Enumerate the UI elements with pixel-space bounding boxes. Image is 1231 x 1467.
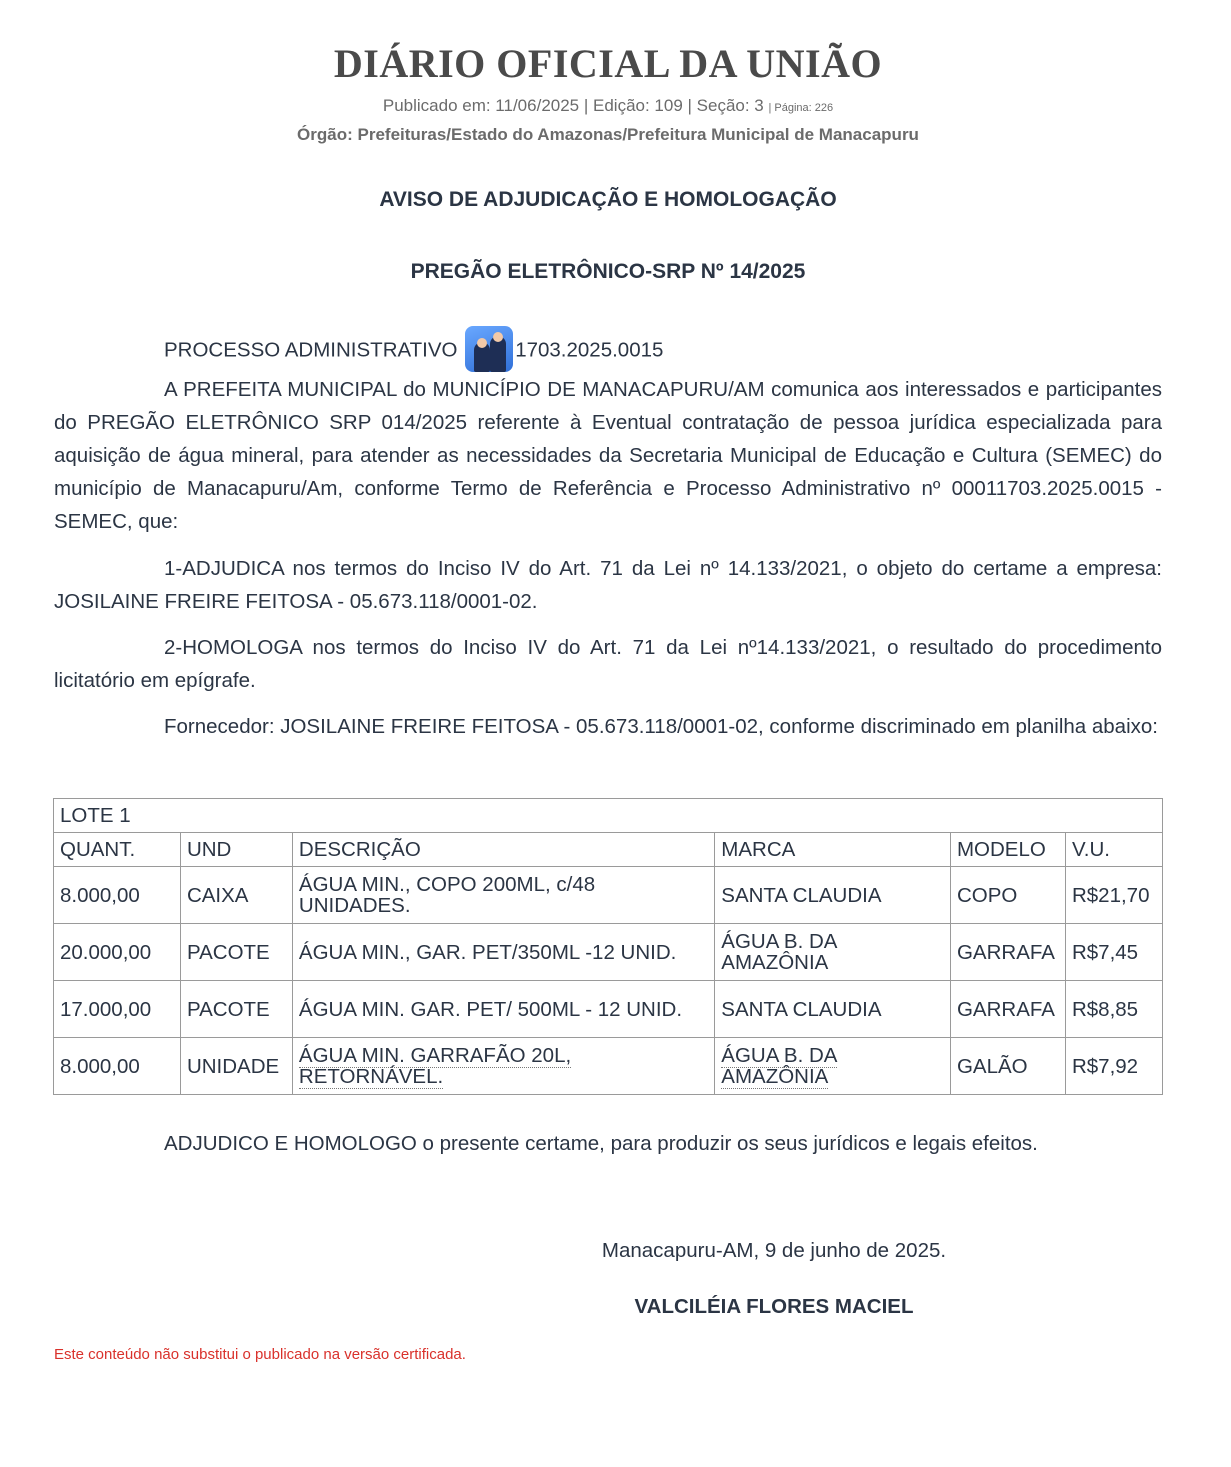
header-modelo: MODELO (950, 833, 1065, 867)
table-row (54, 867, 1163, 924)
table-row (54, 924, 1163, 981)
processo-line (54, 328, 1162, 374)
publication-details: Publicado em: 11/06/2025 | Edição: 109 | Seção: 3 (382, 96, 764, 115)
orgao-line: Órgão: Prefeituras/Estado do Amazonas/Prefeitura Municipal de Manacapuru (297, 125, 919, 144)
place-date: Manacapuru-AM, 9 de junho de 2025. (601, 1239, 947, 1262)
cell-marca: ÁGUA B. DA AMAZÔNIA (715, 924, 951, 981)
certification-disclaimer: Este conteúdo não substitui o publicado na versão certificada. (54, 1346, 466, 1363)
cell-und: UNIDADE (180, 1038, 292, 1095)
lote-label: LOTE 1 (54, 799, 1163, 833)
publication-info (0, 96, 1216, 116)
paragraph-homologa: 2-HOMOLOGA nos termos do Inciso IV do Art. 71 da Lei nº14.133/2021, o resultado do procedimento licitatório em epígrafe. (54, 636, 1162, 692)
cell-vu: R$7,92 (1065, 1038, 1162, 1095)
lote-row (54, 799, 1163, 833)
processo-prefix: PROCESSO ADMINISTRATIVO (164, 338, 458, 362)
cell-quant: 8.000,00 (54, 867, 181, 924)
cell-modelo: COPO (950, 867, 1065, 924)
cell-vu: R$7,45 (1065, 924, 1162, 981)
signer-name: VALCILÉIA FLORES MACIEL (634, 1295, 914, 1318)
cell-marca: SANTA CLAUDIA (715, 867, 951, 924)
cell-marca: SANTA CLAUDIA (715, 981, 951, 1038)
header-descricao: DESCRIÇÃO (292, 833, 714, 867)
paragraph-communication: A PREFEITA MUNICIPAL do MUNICÍPIO DE MANACAPURU/AM comunica aos interessados e participantes do PREGÃO ELETRÔNICO SRP 014/2025 referente à Eventual contratação de pessoa jurídica especializada para aquisição de água mineral, para atender as necessidades da Secretaria Municipal de Educação e Cultura (SEMEC) do município de Manacapuru/Am, conforme Termo de Referência e Processo Administrativo nº 00011703.2025.0015 -SEMEC, que: (54, 378, 1162, 533)
table-row (54, 1038, 1163, 1095)
header-vu: V.U. (1065, 833, 1162, 867)
header-und: UND (180, 833, 292, 867)
cell-marca (715, 1038, 951, 1095)
cell-descricao: ÁGUA MIN., GAR. PET/350ML -12 UNID. (292, 924, 714, 981)
cell-und: CAIXA (180, 867, 292, 924)
processo-number: 1703.2025.0015 (515, 338, 664, 362)
cell-quant: 20.000,00 (54, 924, 181, 981)
closing-paragraph: ADJUDICO E HOMOLOGO o presente certame, para produzir os seus jurídicos e legais efeitos. (164, 1132, 1038, 1155)
cell-modelo: GARRAFA (950, 924, 1065, 981)
publication-page: | Página: 226 (768, 102, 834, 114)
cell-und: PACOTE (180, 981, 292, 1038)
notice-title: AVISO DE ADJUDICAÇÃO E HOMOLOGAÇÃO (379, 188, 837, 211)
items-table (53, 798, 1163, 1095)
cell-quant: 8.000,00 (54, 1038, 181, 1095)
paragraph-fornecedor: Fornecedor: JOSILAINE FREIRE FEITOSA - 05.673.118/0001-02, conforme discriminado em planilha abaixo: (164, 715, 1158, 738)
cell-und: PACOTE (180, 924, 292, 981)
cell-descricao: ÁGUA MIN. GAR. PET/ 500ML - 12 UNID. (292, 981, 714, 1038)
header-quant: QUANT. (54, 833, 181, 867)
masthead-title: DIÁRIO OFICIAL DA UNIÃO (333, 41, 883, 86)
notice-subtitle: PREGÃO ELETRÔNICO-SRP Nº 14/2025 (410, 260, 806, 283)
cell-descricao-text: ÁGUA MIN. GARRAFÃO 20L, RETORNÁVEL. (298, 1044, 572, 1088)
cell-modelo: GALÃO (950, 1038, 1065, 1095)
cell-marca-text: ÁGUA B. DA AMAZÔNIA (721, 1044, 838, 1088)
paragraph-adjudica: 1-ADJUDICA nos termos do Inciso IV do Art. 71 da Lei nº 14.133/2021, o objeto do certame a empresa: JOSILAINE FREIRE FEITOSA - 05.673.118/0001-02. (54, 557, 1162, 613)
cell-vu: R$8,85 (1065, 981, 1162, 1038)
emoji-people-icon (465, 326, 513, 372)
cell-descricao: ÁGUA MIN., COPO 200ML, c/48 UNIDADES. (292, 867, 714, 924)
cell-quant: 17.000,00 (54, 981, 181, 1038)
cell-vu: R$21,70 (1065, 867, 1162, 924)
cell-descricao (292, 1038, 714, 1095)
cell-modelo: GARRAFA (950, 981, 1065, 1038)
table-header-row (54, 833, 1163, 867)
header-marca: MARCA (715, 833, 951, 867)
table-row (54, 981, 1163, 1038)
